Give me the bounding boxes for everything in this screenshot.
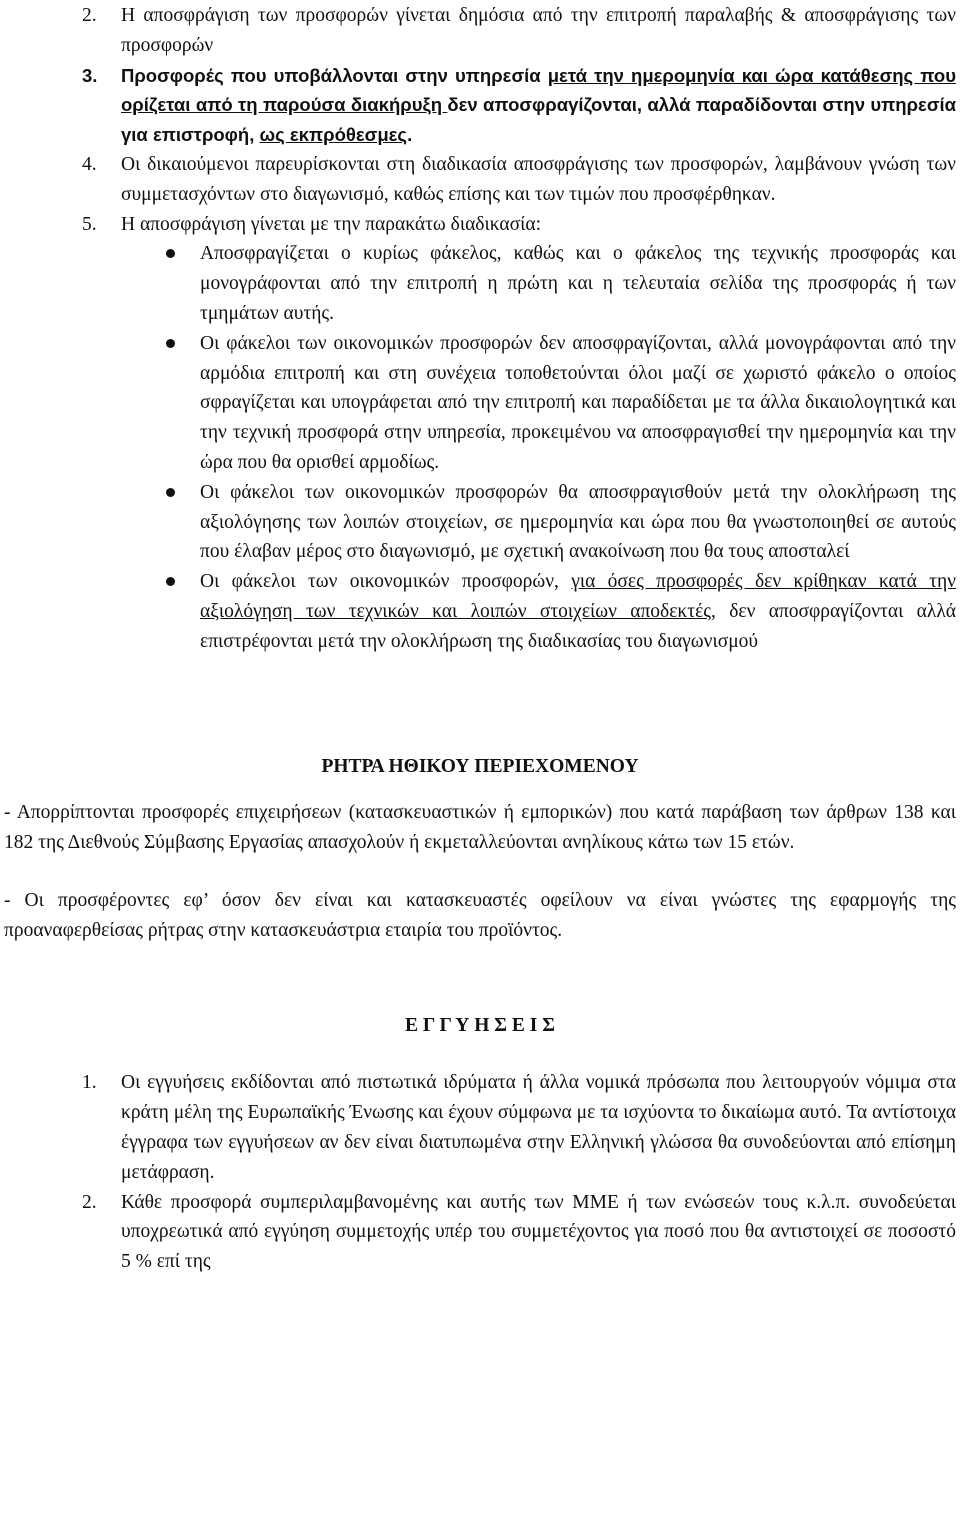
list-item-text: Η αποσφράγιση γίνεται με την παρακάτω διαδικασία: <box>121 213 541 235</box>
list-item-text-part: δεν αποσφραγίζονται <box>447 94 637 116</box>
list-item <box>4 150 956 210</box>
bullet-list <box>4 239 956 656</box>
list-item <box>4 1188 956 1277</box>
ethics-paragraph: - Οι προσφέροντες εφ’ όσον δεν είναι και κατασκευαστές οφείλουν να είναι γνώστες της εφαρμογής της προαναφερθείσας ρήτρας στην κατασκευάστρια εταιρία του προϊόντος. <box>4 889 956 941</box>
bullet-icon <box>166 488 175 497</box>
list-item-text: Οι δικαιούμενοι παρευρίσκονται στη διαδικασία αποσφράγισης των προσφορών, λαμβάνουν γνώση των συμμετασχόντων στο διαγωνισμό, καθώς επίσης και των τιμών που προσφέρθηκαν. <box>121 153 956 205</box>
bullet-item <box>4 478 956 567</box>
list-item-text-part: . <box>407 124 413 146</box>
list-number: 2. <box>82 1191 97 1213</box>
section-heading-guarantees: Ε Γ Γ Υ Η Σ Ε Ι Σ <box>405 1014 555 1036</box>
bullet-icon <box>166 339 175 348</box>
list-item-text: Κάθε προσφορά συμπεριλαμβανομένης και αυτής των ΜΜΕ ή των ενώσεών τους κ.λ.π. συνοδεύεται υποχρεωτικά από εγγύηση συμμετοχής υπέρ του συμμετέχοντος για ποσό που θα αντιστοιχεί σε ποσοστό 5 % επί της <box>121 1191 956 1273</box>
underlined-text: για όσες προσφορές δεν κρίθηκαν κατά την αξιολόγηση των τεχνικών και λοιπών στοιχείων αποδεκτές <box>200 571 956 622</box>
list-number: 5. <box>82 213 97 235</box>
bullet-icon <box>166 249 175 258</box>
underlined-text: ως εκπρόθεσμες <box>259 124 408 146</box>
bullet-text: Οι φάκελοι των οικονομικών προσφορών θα αποσφραγισθούν μετά την ολοκλήρωση της αξιολόγησης των λοιπών στοιχείων, σε ημερομηνία και ώρα που θα γνωστοποιηθεί σε αυτούς που έλαβαν μέρος στο διαγωνισμό, με σχετική ανακοίνωση που θα τους αποσταλεί <box>200 481 956 563</box>
bullet-item <box>4 567 956 656</box>
list-number: 1. <box>82 1072 97 1094</box>
bullet-text-part: , δεν αποσφραγίζονται αλλά επιστρέφονται μετά την ολοκλήρωση της διαδικασίας του διαγωνισμού <box>200 600 956 652</box>
list-number: 3. <box>82 64 98 86</box>
list-item-text: Οι εγγυήσεις εκδίδονται από πιστωτικά ιδρύματα ή άλλα νομικά πρόσωπα που λειτουργούν νόμιμα στα κράτη μέλη της Ευρωπαϊκής Ένωσης και έχουν σύμφωνα με τα ισχύοντα το δικαίωμα αυτό. Τα αντίστοιχα έγγραφα των εγγυήσεων αν δεν είναι διατυπωμένα στην Ελληνική γλώσσα θα συνοδεύονται από επίσημη μετάφραση. <box>121 1072 956 1183</box>
list-item <box>4 61 956 150</box>
underlined-text: μετά την ημερομηνία και ώρα κατάθεσης που ορίζεται από τη παρούσα διακήρυξη <box>121 64 957 116</box>
section-heading-ethics: ΡΗΤΡΑ ΗΘΙΚΟΥ ΠΕΡΙΕΧΟΜΕΝΟΥ <box>321 755 639 777</box>
list-item-text: Η αποσφράγιση των προσφορών γίνεται δημόσια από την επιτροπή παραλαβής & αποσφράγισης των προσφορών <box>121 5 956 56</box>
list-item <box>4 1 956 61</box>
list-item-text-part: , αλλά παραδίδονται στην υπηρεσία για επιστροφή, <box>121 94 956 146</box>
bullet-icon <box>166 577 175 586</box>
bullet-item <box>4 239 956 328</box>
bullet-text-part: Οι φάκελοι των οικονομικών προσφορών, <box>200 571 572 593</box>
list-number: 4. <box>82 153 97 175</box>
ethics-paragraph: - Απορρίπτονται προσφορές επιχειρήσεων (κατασκευαστικών ή εμπορικών) που κατά παράβαση των άρθρων 138 και 182 της Διεθνούς Σύμβασης Εργασίας απασχολούν ή εκμεταλλεύονται ανηλίκους κάτω των 15 ετών. <box>4 802 956 854</box>
list-item <box>4 210 956 240</box>
bullet-item <box>4 329 956 478</box>
list-item <box>4 1068 956 1187</box>
list-item-text-part: Προσφορές που υποβάλλονται στην υπηρεσία <box>121 64 548 86</box>
list-number: 2. <box>82 5 97 26</box>
bullet-text: Οι φάκελοι των οικονομικών προσφορών δεν αποσφραγίζονται, αλλά μονογράφονται από την αρμόδια επιτροπή και στη συνέχεια τοποθετούνται όλοι μαζί σε χωριστό φάκελο ο οποίος σφραγίζεται και υπογράφεται από την επιτροπή και παραδίδεται με τα άλλα δικαιολογητικά και την τεχνική προσφορά στην υπηρεσία, προκειμένου να αποσφραγισθεί την ημερομηνία και την ώρα που θα ορισθεί αρμοδίως. <box>200 332 956 473</box>
bullet-text: Αποσφραγίζεται ο κυρίως φάκελος, καθώς και ο φάκελος της τεχνικής προσφοράς και μονογράφονται από την επιτροπή η πρώτη και η τελευταία σελίδα της προσφοράς ή των τμημάτων αυτής. <box>200 243 956 324</box>
